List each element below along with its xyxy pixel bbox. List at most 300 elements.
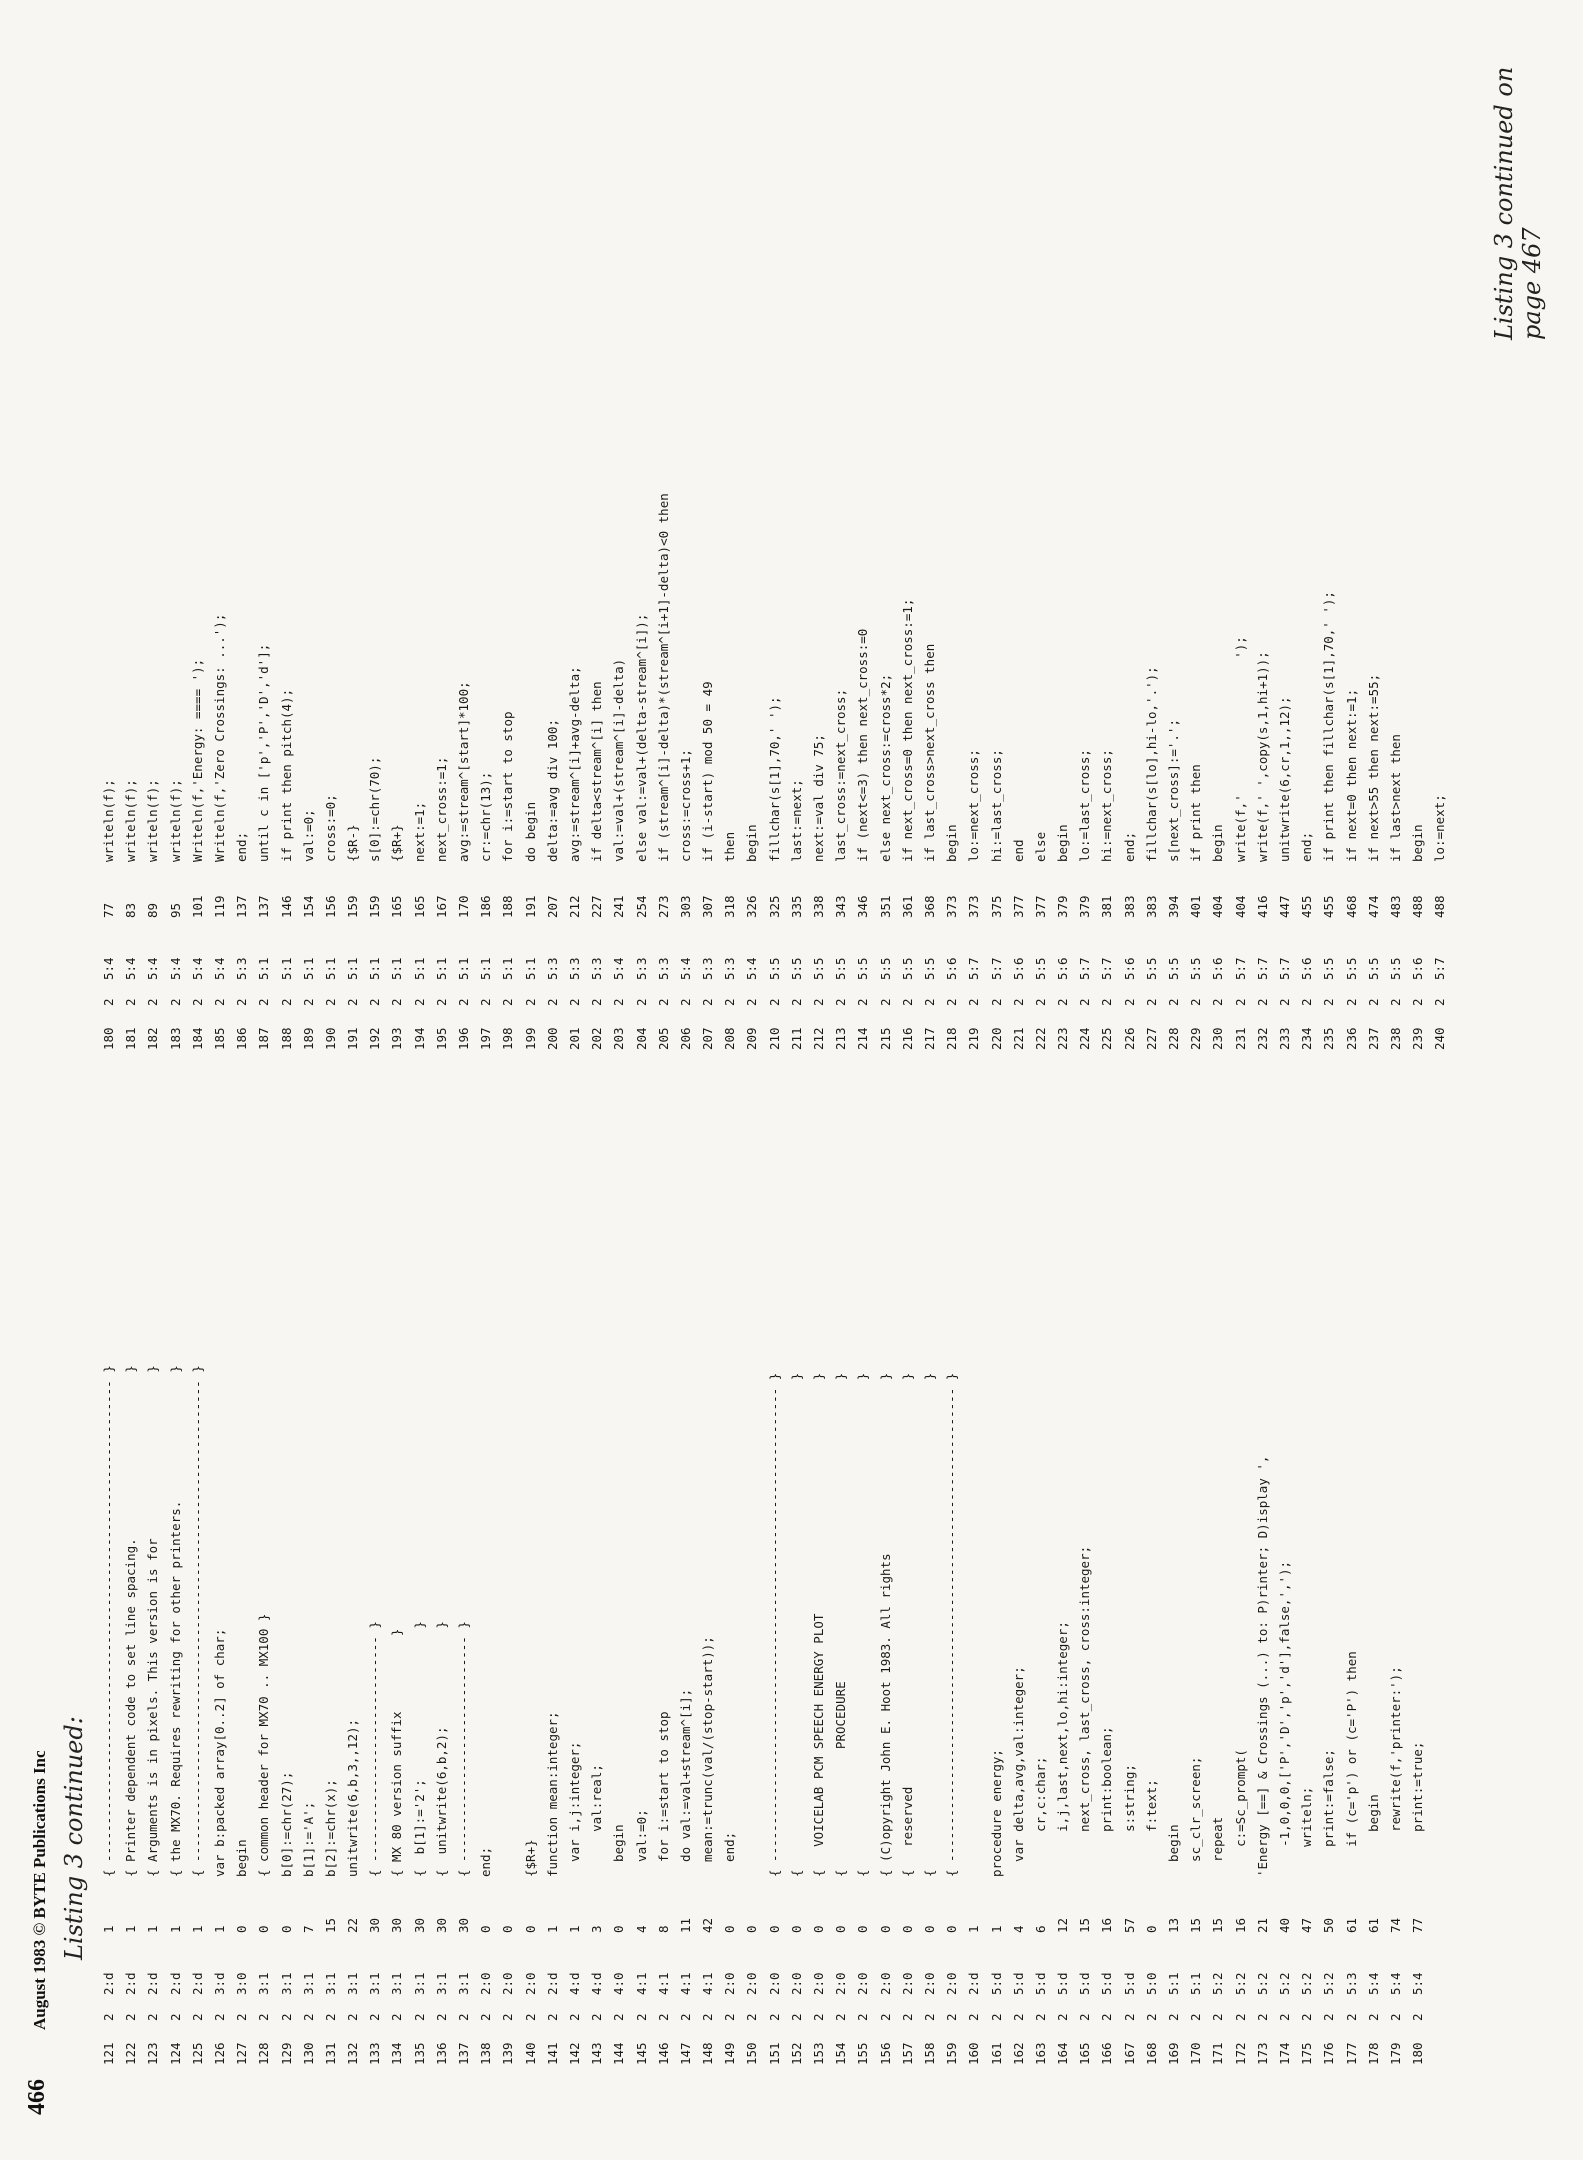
offset: 30 — [389, 1917, 405, 1933]
code-line — [1407, 1065, 1429, 2065]
block-level: 5:4 — [744, 957, 760, 980]
line-number: 188 — [278, 1027, 294, 1050]
lex-level: 2 — [1121, 998, 1137, 1006]
block-level: 5:4 — [167, 957, 183, 980]
line-number: 236 — [1343, 1027, 1359, 1050]
block-level: 5:7 — [1099, 957, 1115, 980]
line-number: 125 — [189, 2042, 205, 2065]
block-level: 5:2 — [1254, 1972, 1270, 1995]
line-number: 173 — [1254, 2042, 1270, 2065]
code-text: Writeln(f,'Zero Crossings: ...'); — [211, 613, 227, 862]
block-level: 5:2 — [1210, 1972, 1226, 1995]
code-line — [1141, 50, 1163, 1050]
code-line — [786, 50, 808, 1050]
block-level: 5:6 — [1299, 957, 1315, 980]
block-level: 5:3 — [655, 957, 671, 980]
code-text: s:string; — [1121, 1764, 1137, 1877]
line-number: 158 — [921, 2042, 937, 2065]
offset: 373 — [966, 895, 982, 918]
line-number: 143 — [589, 2042, 605, 2065]
code-text: fillchar(s[1],70,' '); — [766, 696, 782, 862]
lex-level: 2 — [101, 998, 116, 1006]
offset: 1 — [167, 1925, 183, 1933]
offset: 57 — [1121, 1917, 1137, 1933]
code-line — [1407, 50, 1429, 1050]
lex-level: 2 — [811, 2013, 826, 2021]
listing-caption-bottom: Listing 3 continued on page 467 — [1490, 66, 1546, 340]
block-level: 5:1 — [300, 957, 316, 980]
code-line — [741, 50, 763, 1050]
offset: 30 — [456, 1917, 471, 1933]
line-number: 172 — [1232, 2042, 1248, 2065]
line-number: 121 — [101, 2042, 116, 2065]
code-text: rewrite(f,'printer:'); — [1387, 1666, 1403, 1877]
code-line — [1318, 1065, 1340, 2065]
block-level: 5:6 — [1121, 957, 1137, 980]
offset: 488 — [1432, 895, 1448, 918]
offset: 30 — [411, 1917, 427, 1933]
line-number: 135 — [411, 2042, 427, 2065]
code-line — [808, 50, 830, 1050]
offset: 401 — [1188, 895, 1204, 918]
code-line — [253, 50, 275, 1050]
offset: 16 — [1232, 1917, 1248, 1933]
code-line — [1252, 1065, 1274, 2065]
line-number: 190 — [322, 1027, 338, 1050]
block-level: 5:7 — [1276, 957, 1292, 980]
code-text: { --------------------------------------------------------------- } — [766, 1372, 782, 1877]
code-line — [1163, 50, 1185, 1050]
code-text: { b[1]:='2'; } — [411, 1621, 427, 1877]
block-level: 2:0 — [766, 1972, 782, 1995]
code-text: end; — [234, 831, 250, 862]
code-text: procedure energy; — [988, 1749, 1004, 1877]
lex-level: 2 — [1387, 2013, 1403, 2021]
offset: 156 — [322, 895, 338, 918]
lex-level: 2 — [1010, 2013, 1026, 2021]
block-level: 2:0 — [877, 1972, 893, 1995]
offset: 167 — [433, 895, 449, 918]
block-level: 5:5 — [1032, 957, 1048, 980]
offset: 137 — [234, 895, 250, 918]
code-line — [1030, 50, 1052, 1050]
line-number: 211 — [788, 1027, 804, 1050]
line-number: 169 — [1166, 2042, 1181, 2065]
line-number: 157 — [899, 2042, 915, 2065]
offset: 40 — [1276, 1917, 1292, 1933]
lex-level: 2 — [877, 2013, 893, 2021]
code-text: {$R+} — [522, 1839, 538, 1877]
code-column-left — [98, 1065, 1429, 2065]
offset: 468 — [1343, 895, 1359, 918]
code-text: print:=true; — [1410, 1741, 1426, 1877]
offset: 343 — [833, 895, 849, 918]
line-number: 138 — [478, 2042, 494, 2065]
lex-level: 2 — [256, 2013, 272, 2021]
lex-level: 2 — [234, 2013, 250, 2021]
line-number: 199 — [522, 1027, 538, 1050]
block-level: 5:5 — [766, 957, 782, 980]
offset: 0 — [944, 1925, 960, 1933]
lex-level: 2 — [500, 2013, 516, 2021]
code-line — [342, 50, 364, 1050]
code-line — [542, 50, 564, 1050]
code-line — [475, 1065, 497, 2065]
code-text: mean:=trunc(val/(stop-start)); — [700, 1636, 716, 1877]
code-text: write(f,' ',copy(s,1,hi+1)); — [1254, 651, 1270, 862]
code-text: delta:=avg div 100; — [544, 719, 560, 862]
block-level: 3:0 — [234, 1972, 250, 1995]
block-level: 5:4 — [123, 957, 139, 980]
lex-level: 2 — [1410, 998, 1426, 1006]
code-text: next:=val div 75; — [811, 734, 826, 862]
code-text: { the MX70. Requires rewriting for other printers. } — [167, 1365, 183, 1877]
code-text: if print then — [1188, 764, 1204, 862]
lex-level: 2 — [633, 998, 649, 1006]
code-line — [1385, 50, 1407, 1050]
code-line — [1363, 1065, 1385, 2065]
line-number: 216 — [899, 1027, 915, 1050]
block-level: 5:1 — [345, 957, 361, 980]
line-number: 234 — [1299, 1027, 1315, 1050]
line-number: 131 — [322, 2042, 338, 2065]
code-line — [1030, 1065, 1052, 2065]
code-line — [1274, 1065, 1296, 2065]
code-text: Writeln(f,'Energy: ==== '); — [189, 658, 205, 862]
lex-level: 2 — [411, 998, 427, 1006]
lex-level: 2 — [1077, 2013, 1093, 2021]
code-line — [165, 1065, 187, 2065]
code-line — [764, 1065, 786, 2065]
offset: 1 — [145, 1925, 161, 1933]
block-level: 5:5 — [1321, 957, 1337, 980]
code-text: cr:=chr(13); — [478, 771, 494, 862]
line-number: 237 — [1365, 1027, 1381, 1050]
offset: 0 — [766, 1925, 782, 1933]
code-line — [719, 1065, 741, 2065]
code-line — [963, 1065, 985, 2065]
lex-level: 2 — [1343, 998, 1359, 1006]
block-level: 5:3 — [633, 957, 649, 980]
block-level: 5:6 — [1410, 957, 1426, 980]
block-level: 5:3 — [544, 957, 560, 980]
code-line — [1185, 1065, 1207, 2065]
offset: 1 — [988, 1925, 1004, 1933]
block-level: 3:1 — [411, 1972, 427, 1995]
line-number: 219 — [966, 1027, 982, 1050]
offset: 15 — [322, 1917, 338, 1933]
lex-level: 2 — [833, 2013, 849, 2021]
code-line — [386, 1065, 408, 2065]
offset: 159 — [367, 895, 383, 918]
code-line — [919, 1065, 941, 2065]
line-number: 201 — [566, 1027, 582, 1050]
code-text: { PROCEDURE } — [833, 1372, 849, 1877]
offset: 159 — [345, 895, 361, 918]
code-line — [830, 1065, 852, 2065]
block-level: 5:7 — [988, 957, 1004, 980]
block-level: 5:5 — [1343, 957, 1359, 980]
line-number: 224 — [1077, 1027, 1093, 1050]
code-text: if next=0 then next:=1; — [1343, 688, 1359, 862]
code-text — [741, 1065, 763, 1889]
line-number: 177 — [1343, 2042, 1359, 2065]
code-line — [1119, 50, 1141, 1050]
line-number: 202 — [589, 1027, 605, 1050]
lex-level: 2 — [1321, 998, 1337, 1006]
block-level: 5:2 — [1321, 1972, 1337, 1995]
code-line — [963, 50, 985, 1050]
code-line — [1385, 1065, 1407, 2065]
code-text: avg:=stream^[i]+avg-delta; — [566, 666, 582, 862]
block-level: 5:1 — [478, 957, 494, 980]
line-number: 191 — [345, 1027, 361, 1050]
code-text: writeln(f); — [123, 779, 139, 862]
offset: 61 — [1343, 1917, 1359, 1933]
offset: 95 — [167, 902, 183, 918]
code-text: var b:packed array[0..2] of char; — [211, 1628, 227, 1877]
offset: 0 — [722, 1925, 738, 1933]
code-text: { Arguments is in pixels. This version is for } — [145, 1365, 161, 1877]
offset: 0 — [500, 1925, 516, 1933]
line-number: 186 — [234, 1027, 250, 1050]
block-level: 5:1 — [367, 957, 383, 980]
block-level: 5:1 — [322, 957, 338, 980]
offset: 1 — [101, 1925, 116, 1933]
offset: 89 — [145, 902, 161, 918]
block-level: 4:1 — [633, 1972, 649, 1995]
offset: 15 — [1077, 1917, 1093, 1933]
line-number: 167 — [1121, 2042, 1137, 2065]
offset: 241 — [611, 895, 627, 918]
block-level: 5:d — [1010, 1972, 1026, 1995]
offset: 0 — [855, 1925, 871, 1933]
lex-level: 2 — [1210, 2013, 1226, 2021]
code-text: s[0]:=chr(70); — [367, 756, 383, 862]
line-number: 179 — [1387, 2042, 1403, 2065]
lex-level: 2 — [145, 998, 161, 1006]
offset: 21 — [1254, 1917, 1270, 1933]
lex-level: 2 — [566, 998, 582, 1006]
code-line — [520, 1065, 542, 2065]
code-text: begin — [1166, 1824, 1181, 1877]
offset: 1 — [544, 1925, 560, 1933]
code-line — [830, 50, 852, 1050]
lex-level: 2 — [456, 2013, 471, 2021]
line-number: 165 — [1077, 2042, 1093, 2065]
block-level: 3:1 — [345, 1972, 361, 1995]
lex-level: 2 — [633, 2013, 649, 2021]
line-number: 198 — [500, 1027, 516, 1050]
block-level: 2:d — [544, 1972, 560, 1995]
code-line — [1052, 50, 1074, 1050]
line-number: 239 — [1410, 1027, 1426, 1050]
code-line — [697, 50, 719, 1050]
offset: 146 — [278, 895, 294, 918]
code-line — [1230, 50, 1252, 1050]
line-number: 155 — [855, 2042, 871, 2065]
line-number: 142 — [566, 2042, 582, 2065]
offset: 416 — [1254, 895, 1270, 918]
code-text: cross:=0; — [322, 794, 338, 862]
code-line — [1318, 50, 1340, 1050]
block-level: 2:0 — [855, 1972, 871, 1995]
code-line — [564, 50, 586, 1050]
line-number: 221 — [1010, 1027, 1026, 1050]
code-line — [475, 50, 497, 1050]
code-text: { (C)opyright John E. Hoot 1983. All rights } — [877, 1372, 893, 1877]
line-number: 226 — [1121, 1027, 1137, 1050]
lex-level: 2 — [1276, 2013, 1292, 2021]
code-column-right — [98, 50, 1451, 1050]
code-text: { } — [788, 1372, 804, 1877]
offset: 6 — [1032, 1925, 1048, 1933]
block-level: 5:7 — [1254, 957, 1270, 980]
code-text: writeln; — [1299, 1786, 1315, 1877]
code-text: begin — [1210, 824, 1226, 862]
lex-level: 2 — [367, 998, 383, 1006]
lex-level: 2 — [1276, 998, 1292, 1006]
block-level: 4:0 — [611, 1972, 627, 1995]
code-line — [719, 50, 741, 1050]
code-line — [608, 50, 630, 1050]
code-line — [897, 1065, 919, 2065]
code-line — [1119, 1065, 1141, 2065]
offset: 1 — [566, 1925, 582, 1933]
code-text: var delta,avg,val:integer; — [1010, 1666, 1026, 1877]
lex-level: 2 — [1032, 2013, 1048, 2021]
code-text: end — [1010, 839, 1026, 862]
line-number: 128 — [256, 2042, 272, 2065]
code-text: { ---------------------------------------------------------------- } — [101, 1365, 116, 1877]
lex-level: 2 — [1299, 2013, 1315, 2021]
code-line — [165, 50, 187, 1050]
lex-level: 2 — [833, 998, 849, 1006]
offset: 77 — [101, 902, 116, 918]
lex-level: 2 — [411, 2013, 427, 2021]
code-text: hi:=next_cross; — [1099, 749, 1115, 862]
lex-level: 2 — [811, 998, 826, 1006]
offset: 61 — [1365, 1917, 1381, 1933]
line-number: 217 — [921, 1027, 937, 1050]
code-text: { MX 80 version suffix } — [389, 1628, 405, 1877]
lex-level: 2 — [234, 998, 250, 1006]
block-level: 5:d — [1055, 1972, 1071, 1995]
code-line — [409, 1065, 431, 2065]
lex-level: 2 — [655, 998, 671, 1006]
code-text: c:=Sc_prompt( — [1232, 1749, 1248, 1877]
offset: 1 — [123, 1925, 139, 1933]
lex-level: 2 — [478, 998, 494, 1006]
code-line — [1296, 50, 1318, 1050]
lex-level: 2 — [167, 998, 183, 1006]
block-level: 5:6 — [1010, 957, 1026, 980]
line-number: 225 — [1099, 1027, 1115, 1050]
code-line — [386, 50, 408, 1050]
line-number: 218 — [944, 1027, 960, 1050]
lex-level: 2 — [123, 998, 139, 1006]
code-text: if next>55 then next:=55; — [1365, 673, 1381, 862]
code-text: val:=val+(stream^[i]-delta) — [611, 658, 627, 862]
lex-level: 2 — [722, 2013, 738, 2021]
offset: 3 — [589, 1925, 605, 1933]
offset: 30 — [433, 1917, 449, 1933]
offset: 373 — [944, 895, 960, 918]
line-number: 122 — [123, 2042, 139, 2065]
code-line — [142, 1065, 164, 2065]
lex-level: 2 — [1099, 2013, 1115, 2021]
offset: 207 — [544, 895, 560, 918]
code-text: s[next_cross]:='.'; — [1166, 719, 1181, 862]
line-number: 139 — [500, 2042, 516, 2065]
code-line — [631, 50, 653, 1050]
code-line — [741, 1065, 763, 2065]
block-level: 2:0 — [522, 1972, 538, 1995]
lex-level: 2 — [101, 2013, 116, 2021]
line-number: 133 — [367, 2042, 383, 2065]
offset: 1 — [966, 1925, 982, 1933]
offset: 318 — [722, 895, 738, 918]
offset: 0 — [234, 1925, 250, 1933]
block-level: 2:0 — [833, 1972, 849, 1995]
code-text: next:=1; — [411, 801, 427, 862]
code-line — [986, 50, 1008, 1050]
offset: 381 — [1099, 895, 1115, 918]
code-line — [897, 50, 919, 1050]
lex-level: 2 — [966, 2013, 982, 2021]
offset: 0 — [611, 1925, 627, 1933]
offset: 325 — [766, 895, 782, 918]
line-number: 129 — [278, 2042, 294, 2065]
code-text: if last_cross>next_cross then — [921, 643, 937, 862]
lex-level: 2 — [1432, 998, 1448, 1006]
line-number: 223 — [1055, 1027, 1071, 1050]
block-level: 5:5 — [1188, 957, 1204, 980]
line-number: 164 — [1055, 2042, 1071, 2065]
block-level: 2:0 — [722, 1972, 738, 1995]
line-number: 160 — [966, 2042, 982, 2065]
lex-level: 2 — [500, 998, 516, 1006]
lex-level: 2 — [700, 998, 716, 1006]
code-line — [364, 1065, 386, 2065]
block-level: 5:2 — [1232, 1972, 1248, 1995]
line-number: 212 — [811, 1027, 826, 1050]
line-number: 123 — [145, 2042, 161, 2065]
code-text: until c in ['p','P','D','d']; — [256, 643, 272, 862]
lex-level: 2 — [322, 998, 338, 1006]
lex-level: 2 — [1387, 998, 1403, 1006]
line-number: 124 — [167, 2042, 183, 2065]
lex-level: 2 — [788, 2013, 804, 2021]
block-level: 5:5 — [1166, 957, 1181, 980]
code-line — [1163, 1065, 1185, 2065]
lex-level: 2 — [988, 2013, 1004, 2021]
offset: 0 — [833, 1925, 849, 1933]
offset: 13 — [1166, 1917, 1181, 1933]
lex-level: 2 — [855, 998, 871, 1006]
lex-level: 2 — [522, 998, 538, 1006]
code-line — [1363, 50, 1385, 1050]
lex-level: 2 — [788, 998, 804, 1006]
line-number: 230 — [1210, 1027, 1226, 1050]
offset: 165 — [411, 895, 427, 918]
line-number: 181 — [123, 1027, 139, 1050]
lex-level: 2 — [877, 998, 893, 1006]
offset: 0 — [522, 1925, 538, 1933]
lex-level: 2 — [966, 998, 982, 1006]
block-level: 5:3 — [700, 957, 716, 980]
block-level: 5:4 — [101, 957, 116, 980]
